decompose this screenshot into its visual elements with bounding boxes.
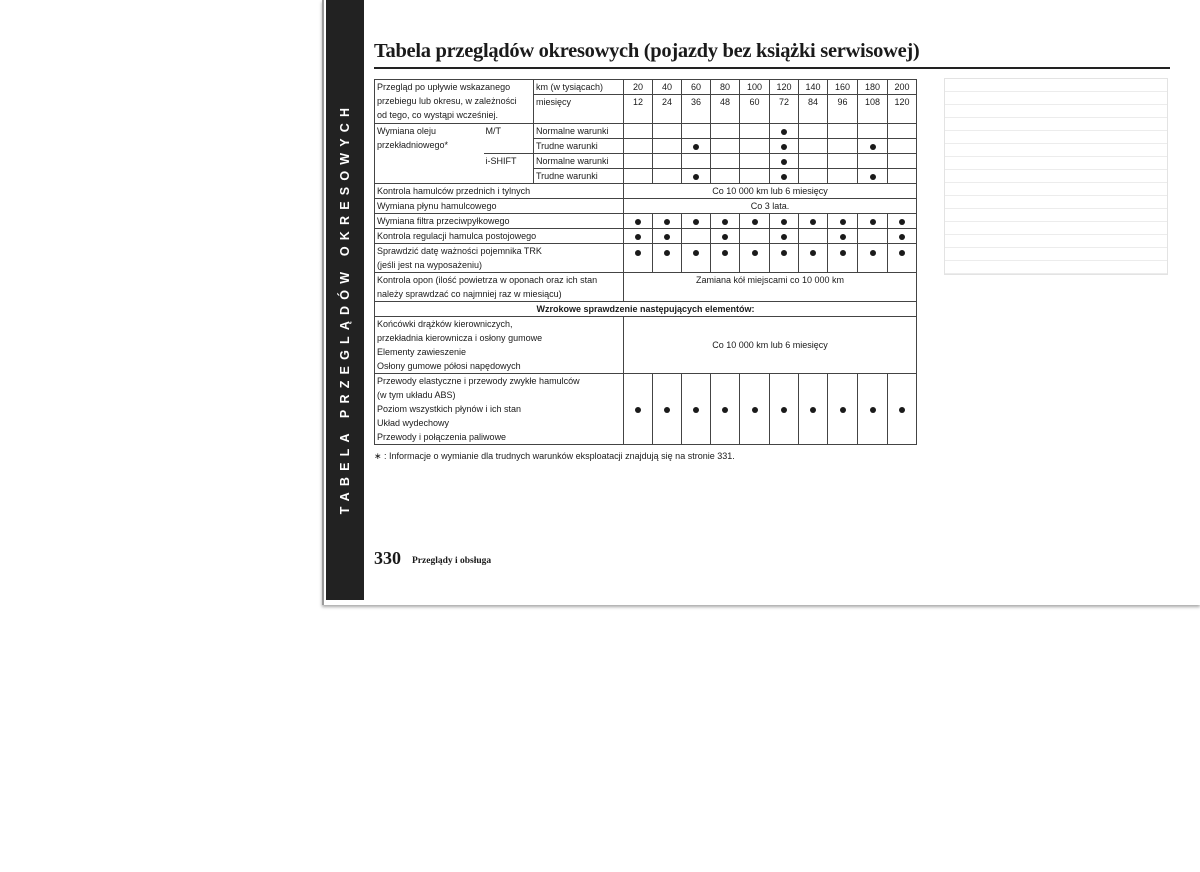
oil-mt-label: M/T: [484, 124, 534, 154]
months-cell: 48: [711, 95, 740, 124]
brake-fluid-label: Wymiana płynu hamulcowego: [375, 199, 624, 214]
service-dot: [870, 174, 876, 180]
title-rule: [374, 67, 1170, 69]
service-dot: [752, 250, 758, 256]
service-dot: [722, 234, 728, 240]
service-dot: [635, 250, 641, 256]
months-cell: 36: [682, 95, 711, 124]
bleed-through-table: [944, 78, 1168, 275]
dust-filter-label: Wymiana filtra przeciwpyłkowego: [375, 214, 624, 229]
km-cell: 80: [711, 80, 740, 95]
km-cell: 140: [799, 80, 828, 95]
parking-brake-label: Kontrola regulacji hamulca postojowego: [375, 229, 624, 244]
tires-label: Kontrola opon (ilość powietrza w oponach oraz ich stan należy sprawdzać co najmniej raz w miesiącu): [375, 273, 624, 302]
service-dot: [810, 219, 816, 225]
service-dot: [810, 250, 816, 256]
service-dot: [635, 234, 641, 240]
months-cell: 96: [828, 95, 858, 124]
km-cell: 100: [740, 80, 770, 95]
km-cell: 20: [624, 80, 653, 95]
trk-label: Sprawdzić datę ważności pojemnika TRK (jeśli jest na wyposażeniu): [375, 244, 624, 273]
service-dot: [693, 174, 699, 180]
service-dot: [840, 250, 846, 256]
brake-fluid-interval: Co 3 lata.: [624, 199, 917, 214]
page-title: Tabela przeglądów okresowych (pojazdy bez książki serwisowej): [374, 40, 920, 62]
months-cell: 72: [770, 95, 799, 124]
table-row-dust-filter: [375, 214, 917, 229]
table-row-visual-header: [375, 302, 917, 317]
condition-hard: Trudne warunki: [534, 139, 624, 154]
service-dot: [870, 250, 876, 256]
months-cell: 60: [740, 95, 770, 124]
service-dot: [752, 219, 758, 225]
visual-steering-interval: Co 10 000 km lub 6 miesięcy: [624, 317, 917, 374]
service-dot: [899, 234, 905, 240]
km-label: km (w tysiącach): [534, 80, 624, 95]
months-cell: 84: [799, 95, 828, 124]
visual-brakes-label: Przewody elastyczne i przewody zwykłe hamulców (w tym układu ABS) Poziom wszystkich płynów i ich stan Układ wydechowy Przewody i połączenia paliwowe: [375, 374, 624, 445]
table-row-tires: [375, 273, 917, 302]
service-dot: [664, 250, 670, 256]
service-dot: [899, 219, 905, 225]
service-dot: [722, 407, 728, 413]
service-dot: [664, 407, 670, 413]
service-dot: [840, 219, 846, 225]
condition-normal: Normalne warunki: [534, 154, 624, 169]
service-dot: [781, 159, 787, 165]
maintenance-table: [374, 79, 917, 445]
service-dot: [870, 219, 876, 225]
km-cell: 200: [888, 80, 917, 95]
table-row-brake-check: [375, 184, 917, 199]
service-dot: [693, 407, 699, 413]
condition-hard: Trudne warunki: [534, 169, 624, 184]
side-tab-label-wrap: [326, 0, 364, 600]
service-dot: [781, 144, 787, 150]
service-dot: [664, 234, 670, 240]
service-dot: [664, 219, 670, 225]
table-row-oil-mt-normal: [375, 124, 917, 139]
service-dot: [870, 407, 876, 413]
visual-check-header: Wzrokowe sprawdzenie następujących elementów:: [375, 302, 917, 317]
section-label: Przeglądy i obsługa: [412, 556, 492, 566]
service-dot: [752, 407, 758, 413]
months-cell: 120: [888, 95, 917, 124]
service-dot: [810, 407, 816, 413]
km-cell: 60: [682, 80, 711, 95]
months-cell: 12: [624, 95, 653, 124]
service-dot: [781, 129, 787, 135]
km-cell: 160: [828, 80, 858, 95]
tires-interval: Zamiana kół miejscami co 10 000 km: [624, 273, 917, 302]
service-dot: [781, 219, 787, 225]
service-dot: [840, 234, 846, 240]
service-dot: [870, 144, 876, 150]
service-dot: [899, 250, 905, 256]
table-row-parking-brake: [375, 229, 917, 244]
page-edge-shadow: [322, 0, 324, 605]
brake-check-interval: Co 10 000 km lub 6 miesięcy: [624, 184, 917, 199]
visual-steering-label: Końcówki drążków kierowniczych, przekładnia kierownicza i osłony gumowe Elementy zawieszenie Osłony gumowe półosi napędowych: [375, 317, 624, 374]
table-row-visual-steering: [375, 317, 917, 374]
brake-check-label: Kontrola hamulców przednich i tylnych: [375, 184, 624, 199]
service-dot: [635, 219, 641, 225]
oil-ishift-label: i-SHIFT: [484, 154, 534, 184]
table-row-header-km: [375, 80, 917, 95]
service-dot: [781, 407, 787, 413]
months-label: miesięcy: [534, 95, 624, 124]
service-dot: [722, 250, 728, 256]
table-row-brake-fluid: [375, 199, 917, 214]
footnote: ∗ : Informacje o wymianie dla trudnych warunków eksploatacji znajdują się na stronie 331.: [374, 451, 735, 461]
months-cell: 108: [858, 95, 888, 124]
km-cell: 40: [653, 80, 682, 95]
service-dot: [635, 407, 641, 413]
months-cell: 24: [653, 95, 682, 124]
service-dot: [781, 234, 787, 240]
km-cell: 120: [770, 80, 799, 95]
side-tab-label: TABELA PRZEGLĄDÓW OKRESOWYCH: [338, 101, 352, 515]
service-dot: [693, 250, 699, 256]
condition-normal: Normalne warunki: [534, 124, 624, 139]
service-dot: [693, 144, 699, 150]
service-dot: [722, 219, 728, 225]
oil-label: Wymiana oleju przekładniowego*: [375, 124, 484, 184]
table-row-trk: [375, 244, 917, 273]
service-dot: [693, 219, 699, 225]
service-dot: [840, 407, 846, 413]
service-dot: [781, 174, 787, 180]
service-dot: [781, 250, 787, 256]
table-row-visual-brakes: [375, 374, 917, 445]
header-description: Przegląd po upływie wskazanego przebiegu lub okresu, w zależności od tego, co wystąpi wcześniej.: [375, 80, 534, 124]
km-cell: 180: [858, 80, 888, 95]
service-dot: [899, 407, 905, 413]
page-number: 330: [374, 548, 401, 568]
